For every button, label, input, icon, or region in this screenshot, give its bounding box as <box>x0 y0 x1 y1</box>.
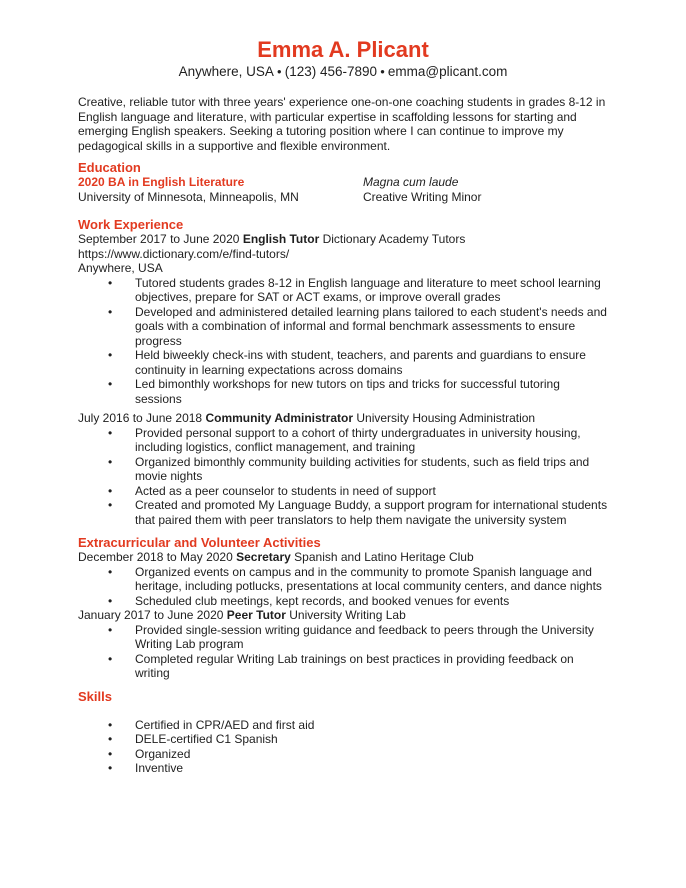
job-org: University Housing Administration <box>356 411 536 425</box>
activity-title: Peer Tutor <box>226 608 286 622</box>
job-dates: July 2016 to June 2018 <box>78 411 203 425</box>
job-title: English Tutor <box>242 232 320 246</box>
activity-bullet: • Scheduled club meetings, kept records, and booked venues for events <box>108 594 608 609</box>
bullet-separator-icon: ● <box>380 67 385 76</box>
activity-title: Secretary <box>236 550 291 564</box>
education-minor: Creative Writing Minor <box>363 189 482 204</box>
activity-dates: January 2017 to June 2020 <box>78 608 224 622</box>
job-location: Anywhere, USA <box>78 261 163 275</box>
job-bullet: • Led bimonthly workshops for new tutors on tips and tricks for successful tutoring sessions <box>108 377 608 406</box>
section-heading-work-experience: Work Experience <box>78 217 184 232</box>
contact-location: Anywhere, USA <box>178 64 274 79</box>
education-row-degree <box>78 175 608 190</box>
education-honors: Magna cum laude <box>363 175 459 189</box>
activity-bullet-list <box>78 623 608 681</box>
section-heading-education: Education <box>78 160 141 175</box>
job-url: https://www.dictionary.com/e/find-tutors/ <box>78 246 290 261</box>
skill-item: • Certified in CPR/AED and first aid <box>108 718 608 733</box>
skill-item: • Organized <box>108 747 608 762</box>
activity-title-line <box>78 608 608 623</box>
job-title: Community Administrator <box>205 411 354 425</box>
education-degree: 2020 BA in English Literature <box>78 175 245 189</box>
section-heading-extracurricular: Extracurricular and Volunteer Activities <box>78 535 321 550</box>
activity-bullet-list <box>78 565 608 609</box>
job-bullet: • Acted as a peer counselor to students in need of support <box>108 484 608 499</box>
job-dates: September 2017 to June 2020 <box>78 232 240 246</box>
job-title-line <box>78 232 608 247</box>
activity-bullet: • Organized events on campus and in the community to promote Spanish language and heritage, including potlucks, presentations at local community centers, and dance nights <box>108 565 608 594</box>
contact-phone: (123) 456-7890 <box>284 64 378 79</box>
summary-paragraph: Creative, reliable tutor with three years' experience one-on-one coaching students in grades 8-12 in English language and literature, with particular expertise in scaffolding lessons for starting and emerging English speakers. Seeking a tutoring position where I can continue to improve my pedagogical skills in a supportive and flexible environment. <box>78 95 606 153</box>
job-bullet: • Held biweekly check-ins with student, teachers, and parents and guardians to ensure continuity in learning expectations across domains <box>108 348 608 377</box>
education-school: University of Minnesota, Minneapolis, MN <box>78 189 299 204</box>
activity-dates: December 2018 to May 2020 <box>78 550 233 564</box>
activity-title-line <box>78 550 608 565</box>
job-title-line <box>78 411 608 426</box>
job-org: Dictionary Academy Tutors <box>322 232 466 246</box>
contact-line <box>78 64 608 80</box>
job-bullet: • Organized bimonthly community building activities for students, such as field trips and movie nights <box>108 455 608 484</box>
activity-org: Spanish and Latino Heritage Club <box>294 550 474 564</box>
activity-org: University Writing Lab <box>289 608 406 622</box>
resume-name: Emma A. Plicant <box>257 37 429 62</box>
contact-email: emma@plicant.com <box>387 64 508 79</box>
job-bullet: • Developed and administered detailed learning plans tailored to each student's needs and goals with a combination of informal and formal benchmark assessments to ensure progress <box>108 305 608 349</box>
education-row-school <box>78 190 608 205</box>
job-bullet-list <box>78 276 608 407</box>
job-bullet: • Tutored students grades 8-12 in English language and literature to meet school learning objectives, prepare for SAT or ACT exams, or improve overall grades <box>108 276 608 305</box>
job-bullet: • Created and promoted My Language Buddy, a support program for international students that paired them with peer translators to help them navigate the university system <box>108 498 608 527</box>
skills-list <box>78 718 608 776</box>
activity-bullet: • Completed regular Writing Lab trainings on best practices in providing feedback on writing <box>108 652 608 681</box>
bullet-separator-icon: ● <box>276 67 282 76</box>
skill-item: • Inventive <box>108 761 608 776</box>
job-bullet-list <box>78 426 608 528</box>
skill-item: • DELE-certified C1 Spanish <box>108 732 608 747</box>
section-heading-skills: Skills <box>78 688 112 704</box>
job-bullet: • Provided personal support to a cohort of thirty undergraduates in university housing, including logistics, conflict management, and training <box>108 426 608 455</box>
activity-bullet: • Provided single-session writing guidance and feedback to peers through the University Writing Lab program <box>108 623 608 652</box>
